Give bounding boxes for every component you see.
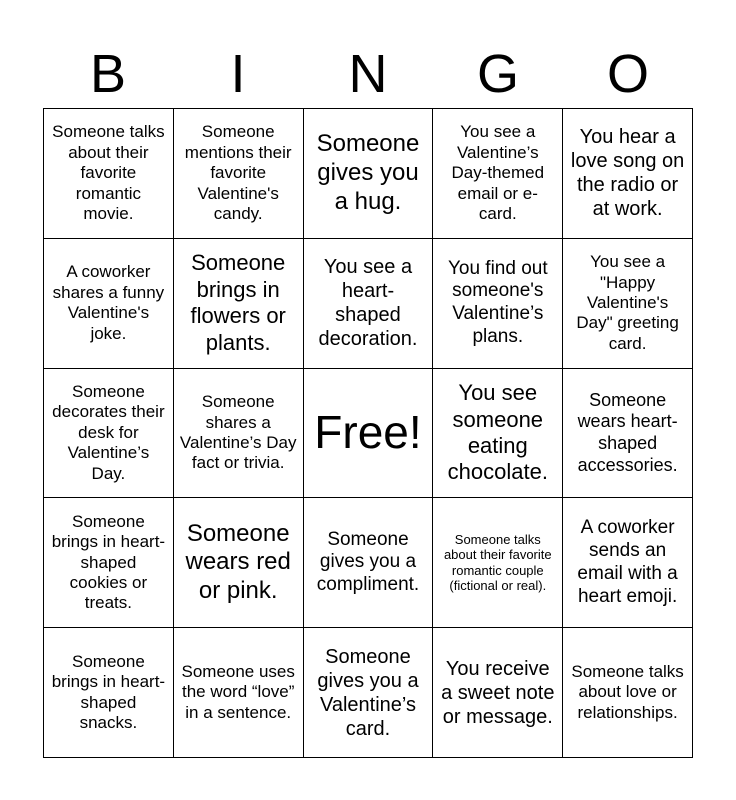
cell-text: You hear a love song on the radio or at work. bbox=[570, 126, 685, 221]
bingo-cell[interactable] bbox=[304, 109, 434, 239]
bingo-cell[interactable] bbox=[44, 628, 174, 758]
cell-text: You receive a sweet note or message. bbox=[441, 657, 555, 728]
bingo-cell[interactable] bbox=[304, 239, 434, 369]
cell-text: Someone wears red or pink. bbox=[185, 519, 291, 605]
cell-text: You see a heart-shaped decoration. bbox=[318, 256, 418, 351]
cell-text: Someone gives you a compliment. bbox=[316, 528, 420, 596]
bingo-cell[interactable] bbox=[44, 498, 174, 628]
bingo-cell[interactable] bbox=[563, 498, 693, 628]
cell-text: Someone talks about their favorite romantic couple (fictional or real). bbox=[443, 531, 552, 594]
cell-text: A coworker shares a funny Valentine's joke. bbox=[52, 262, 165, 343]
bingo-cell[interactable] bbox=[174, 109, 304, 239]
bingo-cell[interactable] bbox=[174, 369, 304, 499]
free-space-cell[interactable] bbox=[304, 369, 434, 499]
cell-text: Someone uses the word “love” in a sentence. bbox=[181, 662, 295, 722]
bingo-board bbox=[43, 108, 693, 758]
bingo-cell[interactable] bbox=[174, 239, 304, 369]
header-letter-n: N bbox=[348, 44, 388, 104]
bingo-cell[interactable] bbox=[433, 239, 563, 369]
cell-text: You see someone eating chocolate. bbox=[447, 380, 548, 485]
cell-text: Someone talks about their favorite romantic movie. bbox=[52, 122, 165, 223]
cell-text: Someone mentions their favorite Valentine's candy. bbox=[184, 122, 292, 223]
cell-text: Someone brings in heart-shaped cookies or treats. bbox=[51, 511, 166, 613]
bingo-cell[interactable] bbox=[304, 628, 434, 758]
cell-text: Someone shares a Valentine’s Day fact or trivia. bbox=[179, 392, 297, 473]
cell-text: You see a "Happy Valentine's Day" greeting card. bbox=[576, 252, 679, 353]
bingo-cell[interactable] bbox=[433, 628, 563, 758]
cell-text: Someone wears heart-shaped accessories. bbox=[577, 389, 678, 475]
cell-text: Someone brings in heart-shaped snacks. bbox=[51, 651, 166, 732]
cell-text: Someone brings in flowers or plants. bbox=[190, 250, 286, 355]
bingo-cell[interactable] bbox=[174, 498, 304, 628]
bingo-cell[interactable] bbox=[44, 239, 174, 369]
bingo-cell[interactable] bbox=[44, 369, 174, 499]
cell-text: Someone talks about love or relationships. bbox=[571, 662, 684, 722]
bingo-header bbox=[43, 40, 693, 108]
bingo-cell[interactable] bbox=[174, 628, 304, 758]
cell-text: You find out someone's Valentine’s plans. bbox=[447, 257, 548, 347]
bingo-cell[interactable] bbox=[433, 369, 563, 499]
header-letter-g: G bbox=[476, 44, 519, 104]
bingo-cell[interactable] bbox=[433, 498, 563, 628]
header-letter-b: B bbox=[89, 44, 127, 104]
bingo-cell[interactable] bbox=[563, 239, 693, 369]
header-letter-o: O bbox=[606, 44, 649, 104]
bingo-cell[interactable] bbox=[563, 628, 693, 758]
free-space-text: Free! bbox=[314, 406, 422, 459]
cell-text: Someone decorates their desk for Valentine’s Day. bbox=[52, 382, 165, 483]
bingo-cell[interactable] bbox=[44, 109, 174, 239]
bingo-cell[interactable] bbox=[563, 369, 693, 499]
header-letter-i: I bbox=[230, 44, 246, 104]
cell-text: A coworker sends an email with a heart emoji. bbox=[577, 517, 678, 607]
bingo-cell[interactable] bbox=[433, 109, 563, 239]
cell-text: You see a Valentine’s Day-themed email or e-card. bbox=[451, 122, 545, 223]
bingo-cell[interactable] bbox=[304, 498, 434, 628]
bingo-cell[interactable] bbox=[563, 109, 693, 239]
cell-text: Someone gives you a hug. bbox=[316, 130, 420, 215]
cell-text: Someone gives you a Valentine’s card. bbox=[317, 645, 419, 740]
